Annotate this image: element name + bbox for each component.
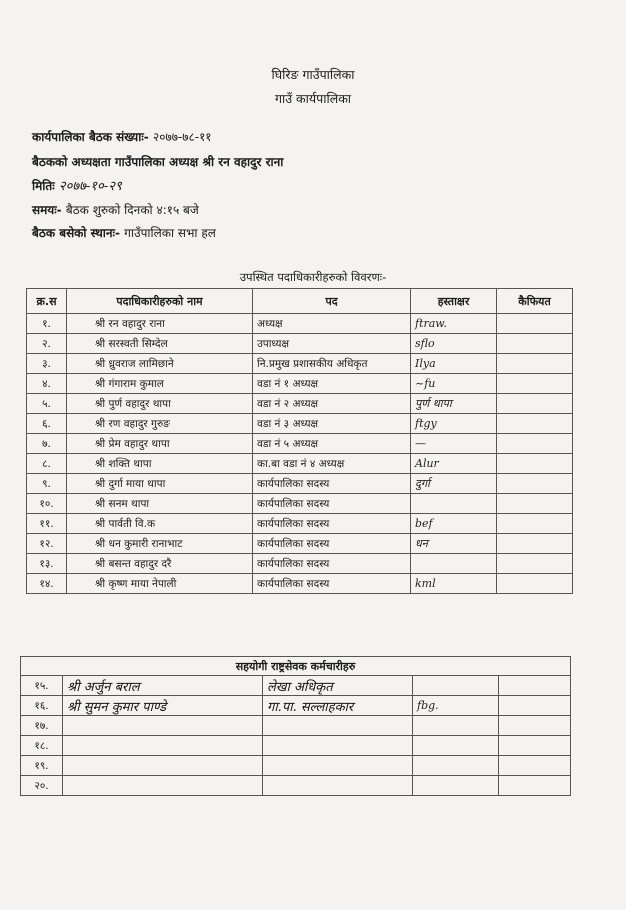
- row-post: नि.प्रमुख प्रशासकीय अधिकृत: [253, 354, 411, 374]
- table-row: [27, 554, 573, 574]
- row-sn: १८.: [21, 736, 63, 756]
- header-signature: हस्ताक्षर: [411, 289, 497, 314]
- row-remarks: [497, 514, 573, 534]
- row-signature: [413, 756, 499, 776]
- row-sn: ९.: [27, 474, 67, 494]
- table-row: [27, 494, 573, 514]
- row-signature: ~fu: [411, 374, 497, 394]
- row-name: श्री पार्वती वि.क: [67, 514, 253, 534]
- row-post: गा.पा. सल्लाहकार: [263, 696, 413, 716]
- meeting-time-label: समयः-: [32, 203, 66, 217]
- row-name: [63, 736, 263, 756]
- row-post: कार्यपालिका सदस्य: [253, 474, 411, 494]
- table-row: [27, 514, 573, 534]
- table-row: [27, 354, 573, 374]
- staff-caption: सहयोगी राष्ट्रसेवक कर्मचारीहरु: [21, 657, 571, 676]
- table-row: [27, 374, 573, 394]
- row-sn: ८.: [27, 454, 67, 474]
- row-signature: bef: [411, 514, 497, 534]
- row-post: अध्यक्ष: [253, 314, 411, 334]
- row-post: [263, 716, 413, 736]
- table-row: [27, 434, 573, 454]
- row-signature: Ilya: [411, 354, 497, 374]
- row-remarks: [499, 736, 571, 756]
- row-remarks: [499, 776, 571, 796]
- table-row: [21, 736, 571, 756]
- row-sn: ११.: [27, 514, 67, 534]
- table-row: [27, 414, 573, 434]
- row-name: श्री सनम थापा: [67, 494, 253, 514]
- officials-caption: उपस्थित पदाधिकारीहरुको विवरणः-: [239, 270, 387, 284]
- row-sn: १२.: [27, 534, 67, 554]
- header-name: पदाधिकारीहरुको नाम: [67, 289, 253, 314]
- row-signature: —: [411, 434, 497, 454]
- row-name: श्री धन कुमारी रानाभाट: [67, 534, 253, 554]
- table-row: [21, 696, 571, 716]
- row-signature: sflo: [411, 334, 497, 354]
- meeting-chair-value: गाउँपालिका अध्यक्ष श्री रन वहादुर राना: [114, 155, 284, 169]
- table-row: [21, 676, 571, 696]
- row-sn: १५.: [21, 676, 63, 696]
- row-post: कार्यपालिका सदस्य: [253, 574, 411, 594]
- table-row: [27, 454, 573, 474]
- row-signature: kml: [411, 574, 497, 594]
- row-sn: १७.: [21, 716, 63, 736]
- row-sn: १०.: [27, 494, 67, 514]
- row-name: [63, 776, 263, 796]
- row-sn: १४.: [27, 574, 67, 594]
- row-post: कार्यपालिका सदस्य: [253, 554, 411, 574]
- table-row: [21, 716, 571, 736]
- staff-table: [20, 656, 571, 796]
- row-remarks: [497, 354, 573, 374]
- row-signature: [413, 736, 499, 756]
- row-remarks: [497, 314, 573, 334]
- row-sn: ५.: [27, 394, 67, 414]
- row-post: कार्यपालिका सदस्य: [253, 514, 411, 534]
- table-row: [27, 534, 573, 554]
- table-row: [27, 574, 573, 594]
- row-sn: ७.: [27, 434, 67, 454]
- staff-header-row: [21, 657, 571, 676]
- row-remarks: [497, 374, 573, 394]
- row-name: श्री रन वहादुर राना: [67, 314, 253, 334]
- row-post: का.बा वडा नं ४ अध्यक्ष: [253, 454, 411, 474]
- row-name: श्री पुर्ण वहादुर थापा: [67, 394, 253, 414]
- row-name: श्री रण वहादुर गुरुङ: [67, 414, 253, 434]
- row-sn: २०.: [21, 776, 63, 796]
- header-remarks: कैफियत: [497, 289, 573, 314]
- row-sn: १९.: [21, 756, 63, 776]
- row-name: श्री सरस्वती सिम्देल: [67, 334, 253, 354]
- row-name: श्री कृष्ण माया नेपाली: [67, 574, 253, 594]
- row-sn: ४.: [27, 374, 67, 394]
- row-name: श्री शक्ति थापा: [67, 454, 253, 474]
- meeting-time: [32, 201, 199, 218]
- meeting-number-value: २०७७-७८-११: [152, 130, 212, 144]
- row-signature: [411, 554, 497, 574]
- row-name: श्री प्रेम वहादुर थापा: [67, 434, 253, 454]
- row-name: श्री सुमन कुमार पाण्डे: [63, 696, 263, 716]
- meeting-number: [32, 128, 212, 145]
- table-row: [21, 756, 571, 776]
- header-sn: क्र.स: [27, 289, 67, 314]
- row-post: कार्यपालिका सदस्य: [253, 534, 411, 554]
- row-sn: १.: [27, 314, 67, 334]
- meeting-number-label: कार्यपालिका बैठक संख्याः-: [32, 130, 153, 144]
- table-row: [27, 314, 573, 334]
- row-post: वडा नं १ अध्यक्ष: [253, 374, 411, 394]
- row-name: श्री ध्रुवराज लामिछाने: [67, 354, 253, 374]
- meeting-date-label: मितिः: [32, 179, 59, 193]
- row-name: श्री अर्जुन बराल: [63, 676, 263, 696]
- meeting-place-value: गाउँपालिका सभा हल: [124, 226, 216, 240]
- row-post: कार्यपालिका सदस्य: [253, 494, 411, 514]
- row-remarks: [497, 334, 573, 354]
- row-signature: दुर्गा: [411, 474, 497, 494]
- row-remarks: [497, 474, 573, 494]
- meeting-date-value: २०७७-१०-२९: [58, 179, 122, 194]
- table-row: [27, 474, 573, 494]
- meeting-time-value: बैठक शुरुको दिनको ४:१५ बजे: [65, 203, 199, 217]
- row-post: लेखा अधिकृत: [263, 676, 413, 696]
- row-sn: ३.: [27, 354, 67, 374]
- row-signature: ftraw.: [411, 314, 497, 334]
- officials-header-row: [27, 289, 573, 314]
- row-signature: [411, 494, 497, 514]
- row-post: वडा नं ५ अध्यक्ष: [253, 434, 411, 454]
- row-remarks: [497, 574, 573, 594]
- row-post: [263, 756, 413, 776]
- row-remarks: [497, 414, 573, 434]
- meeting-date: [32, 176, 122, 194]
- row-signature: Alur: [411, 454, 497, 474]
- row-signature: [413, 776, 499, 796]
- row-signature: fbg.: [413, 696, 499, 716]
- row-name: श्री गंगाराम कुमाल: [67, 374, 253, 394]
- row-sn: १३.: [27, 554, 67, 574]
- row-remarks: [499, 676, 571, 696]
- row-remarks: [497, 434, 573, 454]
- meeting-place: [32, 224, 216, 241]
- row-signature: ftgy: [411, 414, 497, 434]
- meeting-chair-label: बैठकको अध्यक्षता: [32, 155, 115, 169]
- municipality-name: घिरिङ गाउँपालिका: [271, 67, 355, 82]
- row-name: श्री बसन्त वहादुर दरै: [67, 554, 253, 574]
- row-remarks: [497, 394, 573, 414]
- row-name: [63, 756, 263, 776]
- row-remarks: [497, 454, 573, 474]
- row-signature: पुर्ण थापा: [411, 394, 497, 414]
- executive-name: गाउँ कार्यपालिका: [274, 91, 352, 106]
- row-sn: २.: [27, 334, 67, 354]
- row-post: वडा नं २ अध्यक्ष: [253, 394, 411, 414]
- row-signature: [413, 676, 499, 696]
- table-row: [27, 334, 573, 354]
- row-remarks: [497, 534, 573, 554]
- row-post: वडा नं ३ अध्यक्ष: [253, 414, 411, 434]
- row-sn: ६.: [27, 414, 67, 434]
- row-post: [263, 776, 413, 796]
- row-post: उपाध्यक्ष: [253, 334, 411, 354]
- row-name: [63, 716, 263, 736]
- row-remarks: [499, 716, 571, 736]
- meeting-place-label: बैठक बसेको स्थानः-: [32, 226, 125, 240]
- row-name: श्री दुर्गा माया थापा: [67, 474, 253, 494]
- row-remarks: [497, 494, 573, 514]
- row-signature: धन: [411, 534, 497, 554]
- table-row: [27, 394, 573, 414]
- officials-table: [26, 288, 573, 594]
- row-remarks: [499, 696, 571, 716]
- row-post: [263, 736, 413, 756]
- row-sn: १६.: [21, 696, 63, 716]
- table-row: [21, 776, 571, 796]
- row-remarks: [497, 554, 573, 574]
- row-remarks: [499, 756, 571, 776]
- header-post: पद: [253, 289, 411, 314]
- row-signature: [413, 716, 499, 736]
- meeting-chair: [32, 153, 283, 170]
